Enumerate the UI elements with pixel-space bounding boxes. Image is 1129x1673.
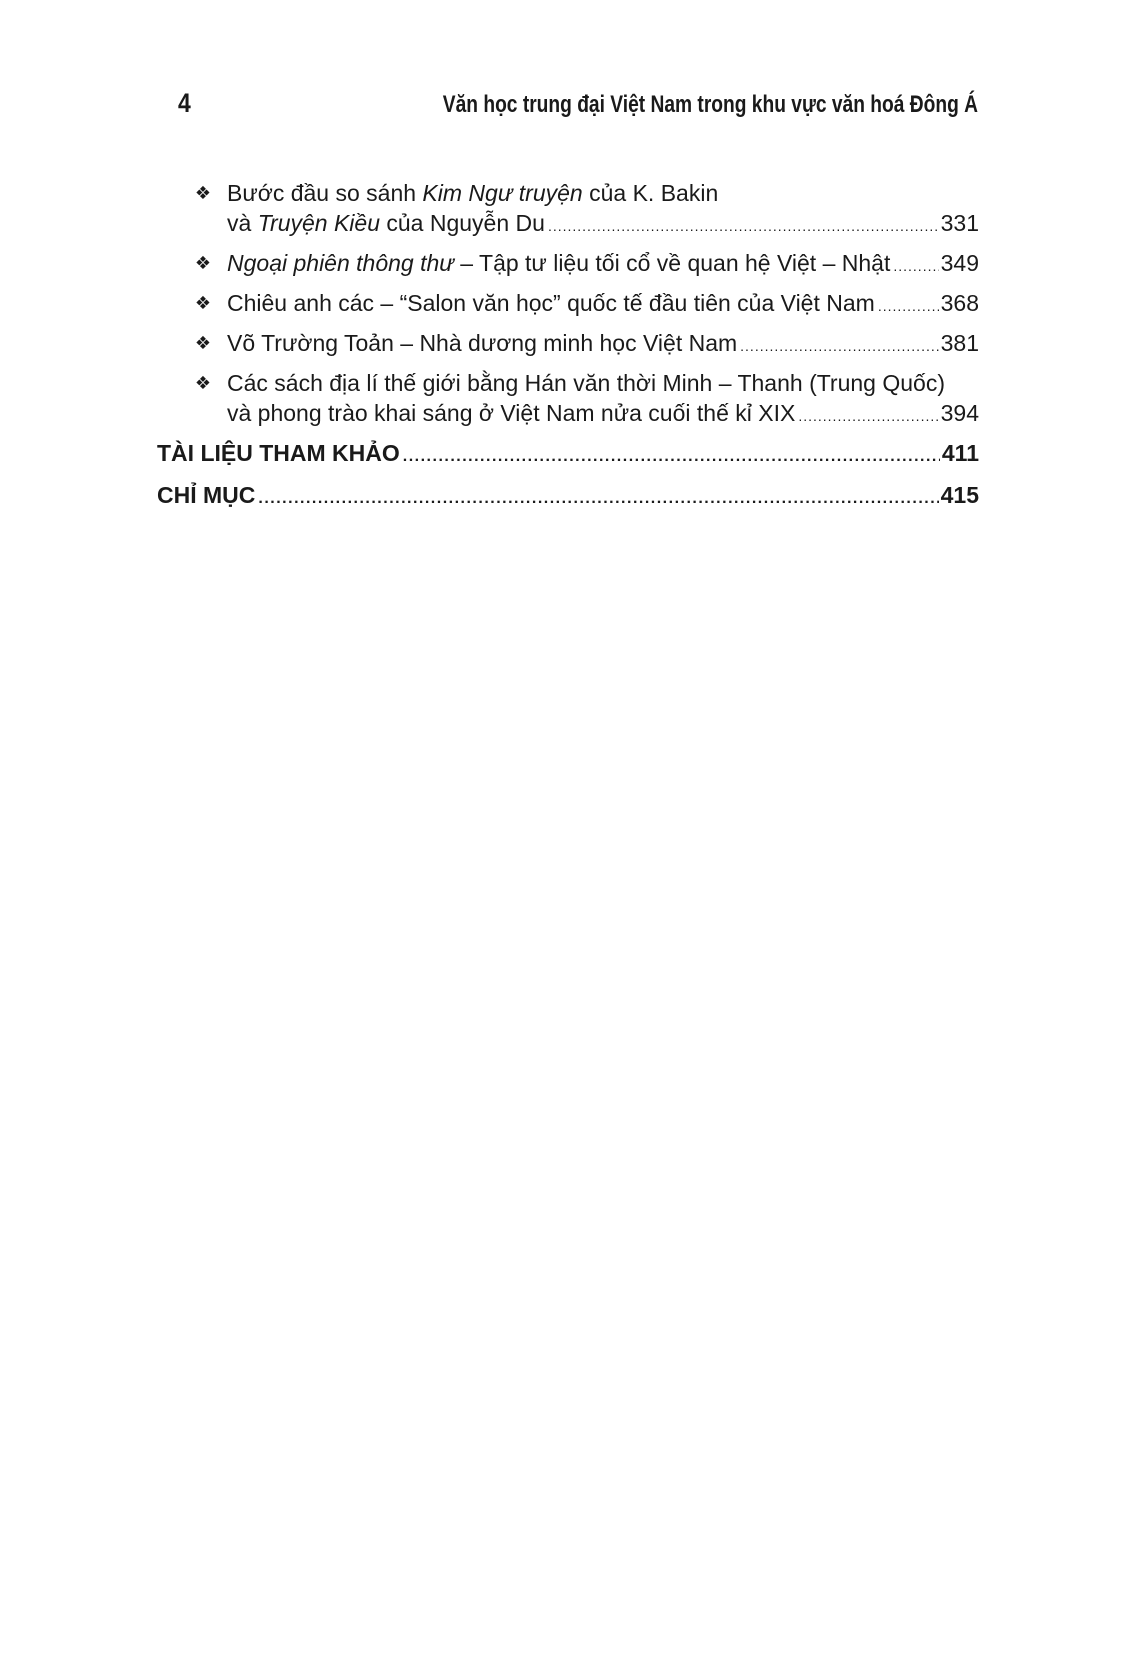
toc-entry-line [227, 398, 979, 431]
toc-entry-line [227, 208, 979, 241]
diamond-bullet-icon: ❖ [194, 373, 212, 393]
toc-entry-text: Các sách địa lí thế giới bằng Hán văn thời Minh – Thanh (Trung Quốc) [227, 370, 945, 396]
toc-entry[interactable] [157, 248, 979, 281]
toc-page-number: 411 [941, 440, 979, 466]
toc-page-number: 349 [940, 250, 979, 276]
running-title: Văn học trung đại Việt Nam trong khu vực văn hoá Đông Á [442, 91, 978, 118]
toc-section-references[interactable] [157, 438, 979, 472]
toc-entry-text: Võ Trường Toản – Nhà dương minh học Việt Nam [227, 330, 738, 356]
toc-section-line [157, 480, 979, 514]
toc-section-title: TÀI LIỆU THAM KHẢO [157, 440, 400, 466]
dot-leader [878, 291, 939, 321]
toc-entry-text: Bước đầu so sánh Kim Ngư truyện của K. Bakin [227, 180, 719, 206]
toc-entry-line [227, 288, 979, 321]
diamond-bullet-icon: ❖ [194, 253, 212, 273]
toc-entry-line [227, 248, 979, 281]
toc-entry-text: Ngoại phiên thông thư – Tập tư liệu tối cổ về quan hệ Việt – Nhật [227, 250, 891, 276]
toc-section-line [157, 438, 979, 472]
dot-leader [740, 331, 938, 361]
dot-leader [798, 401, 938, 431]
toc-entry[interactable] [157, 288, 979, 321]
toc-page-number: 381 [940, 330, 979, 356]
toc-page-number: 415 [940, 482, 979, 508]
dot-leader [403, 442, 940, 472]
table-of-contents [157, 178, 979, 522]
dot-leader [548, 211, 939, 241]
toc-entry[interactable] [157, 328, 979, 361]
toc-entry-text: và Truyện Kiều của Nguyễn Du [227, 210, 545, 236]
toc-page-number: 394 [940, 400, 979, 426]
toc-entry-text: và phong trào khai sáng ở Việt Nam nửa cuối thế kỉ XIX [227, 400, 796, 426]
toc-entry[interactable] [157, 368, 979, 431]
dot-leader [893, 251, 938, 281]
diamond-bullet-icon: ❖ [194, 333, 212, 353]
dot-leader [258, 484, 938, 514]
diamond-bullet-icon: ❖ [194, 293, 212, 313]
toc-entry-text: Chiêu anh các – “Salon văn học” quốc tế đầu tiên của Việt Nam [227, 290, 875, 316]
toc-section-index[interactable] [157, 480, 979, 514]
diamond-bullet-icon: ❖ [194, 183, 212, 203]
toc-entry-line [227, 178, 979, 208]
toc-entry[interactable] [157, 178, 979, 241]
running-header [178, 88, 978, 128]
toc-section-title: CHỈ MỤC [157, 482, 256, 508]
page-number: 4 [178, 88, 191, 118]
toc-entry-line [227, 368, 979, 398]
toc-page-number: 331 [940, 210, 979, 236]
toc-page-number: 368 [940, 290, 979, 316]
toc-entry-line [227, 328, 979, 361]
